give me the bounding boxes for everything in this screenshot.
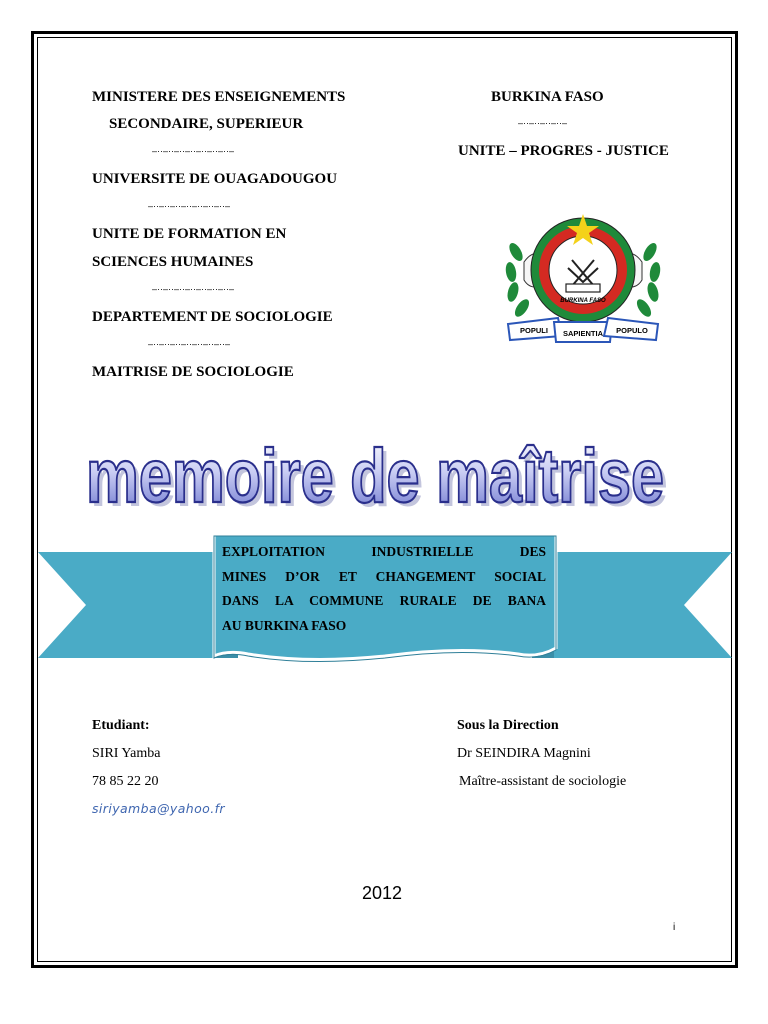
separator: –··–··–··–··–··–··–··– <box>148 339 231 349</box>
thesis-title-line-4: AU BURKINA FASO <box>222 617 347 633</box>
separator: –··–··–··–··–··–··–··– <box>152 284 235 294</box>
thesis-title <box>222 540 546 638</box>
national-motto: UNITE – PROGRES - JUSTICE <box>458 143 669 159</box>
emblem-ring-text: BURKINA FASO <box>560 298 606 304</box>
supervisor-title: Maître-assistant de sociologie <box>459 774 627 789</box>
separator: –··–··–··–··–··–··–··– <box>148 201 231 211</box>
university-name: UNIVERSITE DE OUAGADOUGOU <box>92 171 338 187</box>
emblem-motto-center: SAPIENTIA <box>562 329 604 338</box>
coat-of-arms-emblem <box>502 200 664 350</box>
separator: –··–··–··–··– <box>518 118 568 128</box>
thesis-title-line-1: EXPLOITATION INDUSTRIELLE DES <box>222 544 546 559</box>
ufr-line-1: UNITE DE FORMATION EN <box>92 226 287 242</box>
emblem-motto-right: POPULO <box>616 326 648 335</box>
student-phone: 78 85 22 20 <box>92 774 159 789</box>
wordart-shadow: memoire de maîtrise <box>90 438 668 523</box>
ministry-line-2: SECONDAIRE, SUPERIEUR <box>109 116 304 132</box>
student-name: SIRI Yamba <box>92 746 161 761</box>
separator: –··–··–··–··–··–··–··– <box>152 146 235 156</box>
ufr-line-2: SCIENCES HUMAINES <box>92 254 254 270</box>
country-name: BURKINA FASO <box>491 89 604 105</box>
department-name: DEPARTEMENT DE SOCIOLOGIE <box>92 309 333 325</box>
page-number: i <box>673 922 676 933</box>
thesis-title-line-2: MINES D’OR ET CHANGEMENT SOCIAL <box>222 568 546 584</box>
student-label: Etudiant: <box>92 718 150 733</box>
student-email-link[interactable]: siriyamba@yahoo.fr <box>92 801 225 816</box>
thesis-title-line-3: DANS LA COMMUNE RURALE DE BANA <box>222 593 546 608</box>
supervisor-label: Sous la Direction <box>457 718 559 733</box>
supervisor-name: Dr SEINDIRA Magnini <box>457 746 591 761</box>
degree-name: MAITRISE DE SOCIOLOGIE <box>92 364 294 380</box>
emblem-motto-left: POPULI <box>520 326 548 335</box>
wordart-text: memoire de maîtrise <box>86 434 664 519</box>
ministry-line-1: MINISTERE DES ENSEIGNEMENTS <box>92 89 346 105</box>
year: 2012 <box>362 883 403 903</box>
wordart-title <box>84 430 684 526</box>
